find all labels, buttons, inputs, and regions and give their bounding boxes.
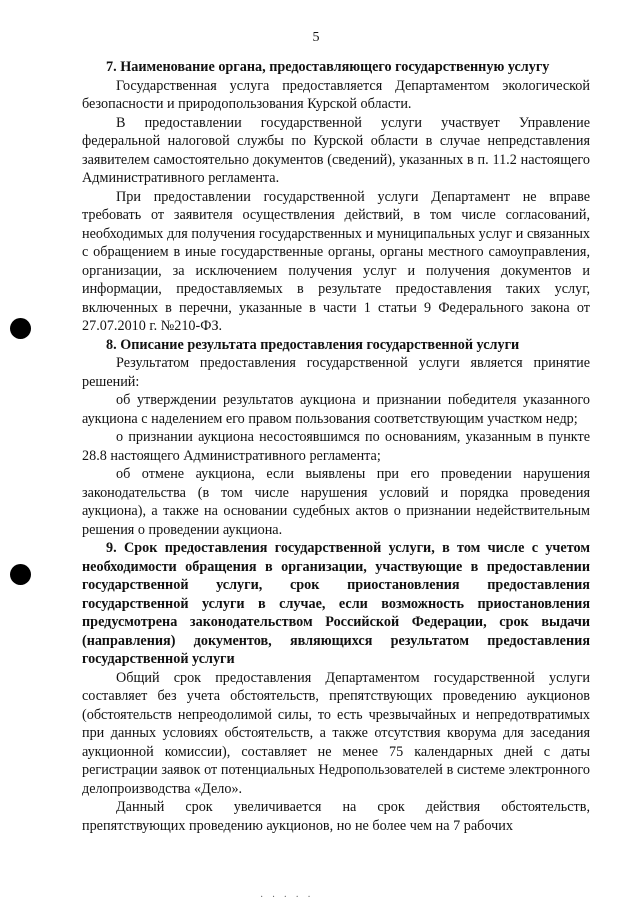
paragraph: Данный срок увеличивается на срок действия обстоятельств, препятствующих проведению аукционов, но не более чем на 7 рабочих	[82, 799, 590, 834]
section-9-heading: 9. Срок предоставления государственной услуги, в том числе с учетом необходимости обращения в организации, участвующие в предоставлении государственной услуги, срок приостановления предоставления государственной услуги в случае, если возможность приостановления предусмотрена законодательством Российской Федерации, срок выдачи (направления) документов, являющихся результатом предоставления государственной услуги	[82, 540, 590, 667]
paragraph: об утверждении результатов аукциона и признании победителя указанного аукциона с наделением его правом пользования соответствующим участком недр;	[82, 392, 590, 427]
section-7-heading: 7. Наименование органа, предоставляющего государственную услугу	[106, 59, 550, 75]
paragraph: Государственная услуга предоставляется Департаментом экологической безопасности и природопользования Курской области.	[82, 77, 590, 112]
paragraph: В предоставлении государственной услуги участвует Управление федеральной налоговой службы по Курской области в случае непредставления заявителем самостоятельно документов (сведений), указанных в п. 11.2 настоящего Административного регламента.	[82, 114, 590, 186]
punch-hole-mark	[10, 318, 31, 339]
section-8	[82, 336, 590, 540]
paragraph: об отмене аукциона, если выявлены при его проведении нарушения законодательства (в том числе нарушения условий и порядка проведения аукциона), а также на основании судебных актов о признании недействительным решения о проведении аукциона.	[82, 466, 590, 538]
paragraph: Результатом предоставления государственной услуги является принятие решений:	[82, 355, 590, 390]
punch-hole-mark	[10, 564, 31, 585]
page-number: 5	[312, 30, 320, 45]
section-9	[82, 539, 590, 835]
section-8-heading: 8. Описание результата предоставления государственной услуги	[106, 336, 520, 353]
paragraph: При предоставлении государственной услуги Департамент не вправе требовать от заявителя осуществления действий, в том числе согласований, необходимых для получения государственных и муниципальных услуг и связанных с обращением в иные государственные органы, органы местного самоуправления, организации, за исключением получения услуг и получения документов и информации, предоставляемых в результате предоставления таких услуг, включенных в перечни, указанные в части 1 статьи 9 Федерального закона от 27.07.2010 г. №210-ФЗ.	[82, 188, 590, 334]
paragraph: о признании аукциона несостоявшимся по основаниям, указанным в пункте 28.8 настоящего Административного регламента;	[82, 429, 590, 464]
scan-artifact: · · · · ·	[260, 892, 314, 903]
section-7	[82, 58, 590, 336]
paragraph: Общий срок предоставления Департаментом государственной услуги составляет без учета обстоятельств, препятствующих проведению аукционов (обстоятельств непреодолимой силы, то есть чрезвычайных и непредотвратимых при данных условиях обстоятельств, а также отсутствия кворума для заседания аукционной комиссии), составляет не менее 75 календарных дней с даты регистрации заявок от потенциальных Недропользователей в системе электронного делопроизводства «Дело».	[82, 669, 590, 797]
